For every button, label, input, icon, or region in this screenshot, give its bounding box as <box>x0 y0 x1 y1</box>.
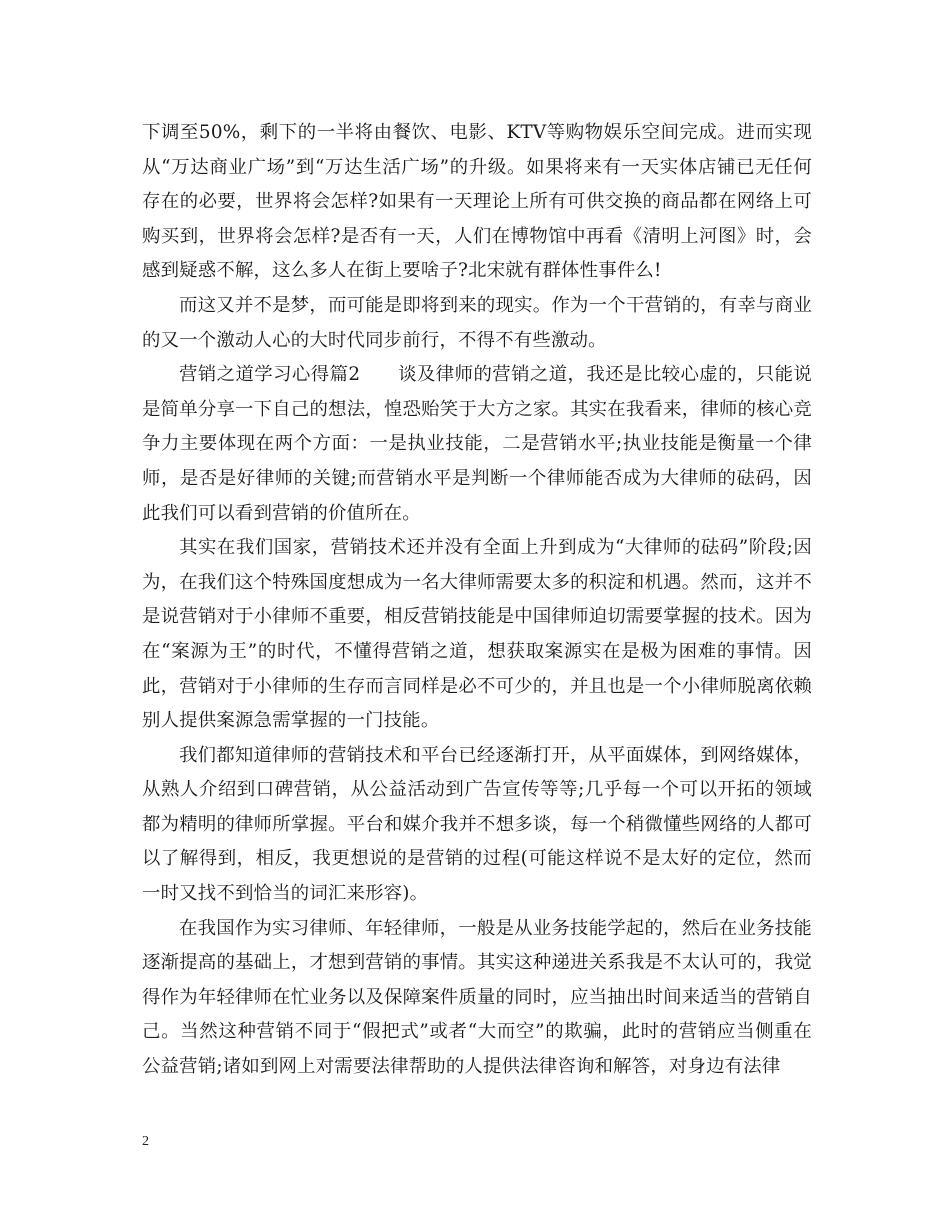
paragraph-4: 其实在我们国家，营销技术还并没有全面上升到成为“大律师的砝码”阶段;因为，在我们这个特殊国度想成为一名大律师需要太多的积淀和机遇。然而，这并不是说营销对于小律师不重要，相反营销技能是中国律师迫切需要掌握的技术。因为在“案源为王”的时代，不懂得营销之道，想获取案源实在是极为困难的事情。因此，营销对于小律师的生存而言同样是必不可少的，并且也是一个小律师脱离依赖别人提供案源急需掌握的一门技能。 <box>142 537 812 732</box>
document-body <box>142 116 812 1085</box>
paragraph-3: 营销之道学习心得篇2 谈及律师的营销之道，我还是比较心虚的，只能说是简单分享一下自己的想法，惶恐贻笑于大方之家。其实在我看来，律师的核心竞争力主要体现在两个方面：一是执业技能，二是营销水平;执业技能是衡量一个律师，是否是好律师的关键;而营销水平是判断一个律师能否成为大律师的砝码，因此我们可以看到营销的价值所在。 <box>142 364 812 524</box>
paragraph-5: 我们都知道律师的营销技术和平台已经逐渐打开，从平面媒体，到网络媒体，从熟人介绍到口碑营销，从公益活动到广告宣传等等;几乎每一个可以开拓的领域都为精明的律师所掌握。平台和媒介我并不想多谈，每一个稍微懂些网络的人都可以了解得到，相反，我更想说的是营销的过程(可能这样说不是太好的定位，然而一时又找不到恰当的词汇来形容)。 <box>142 744 812 905</box>
paragraph-1: 下调至50%，剩下的一半将由餐饮、电影、KTV等购物娱乐空间完成。进而实现从“万达商业广场”到“万达生活广场”的升级。如果将来有一天实体店铺已无任何存在的必要，世界将会怎样?如果有一天理论上所有可供交换的商品都在网络上可购买到，世界将会怎样?是否有一天，人们在博物馆中再看《清明上河图》时，会感到疑惑不解，这么多人在街上要啥子?北宋就有群体性事件么! <box>142 122 812 282</box>
page-number: 2 <box>142 1134 149 1149</box>
paragraph-2: 而这又并不是梦，而可能是即将到来的现实。作为一个干营销的，有幸与商业的又一个激动人心的大时代同步前行，不得不有些激动。 <box>142 294 812 351</box>
paragraph-6: 在我国作为实习律师、年轻律师，一般是从业务技能学起的，然后在业务技能逐渐提高的基础上，才想到营销的事情。其实这种递进关系我是不太认可的，我觉得作为年轻律师在忙业务以及保障案件质量的同时，应当抽出时间来适当的营销自己。当然这种营销不同于“假把式”或者“大而空”的欺骗，此时的营销应当侧重在公益营销;诸如到网上对需要法律帮助的人提供法律咨询和解答，对身边有法律 <box>142 917 812 1078</box>
